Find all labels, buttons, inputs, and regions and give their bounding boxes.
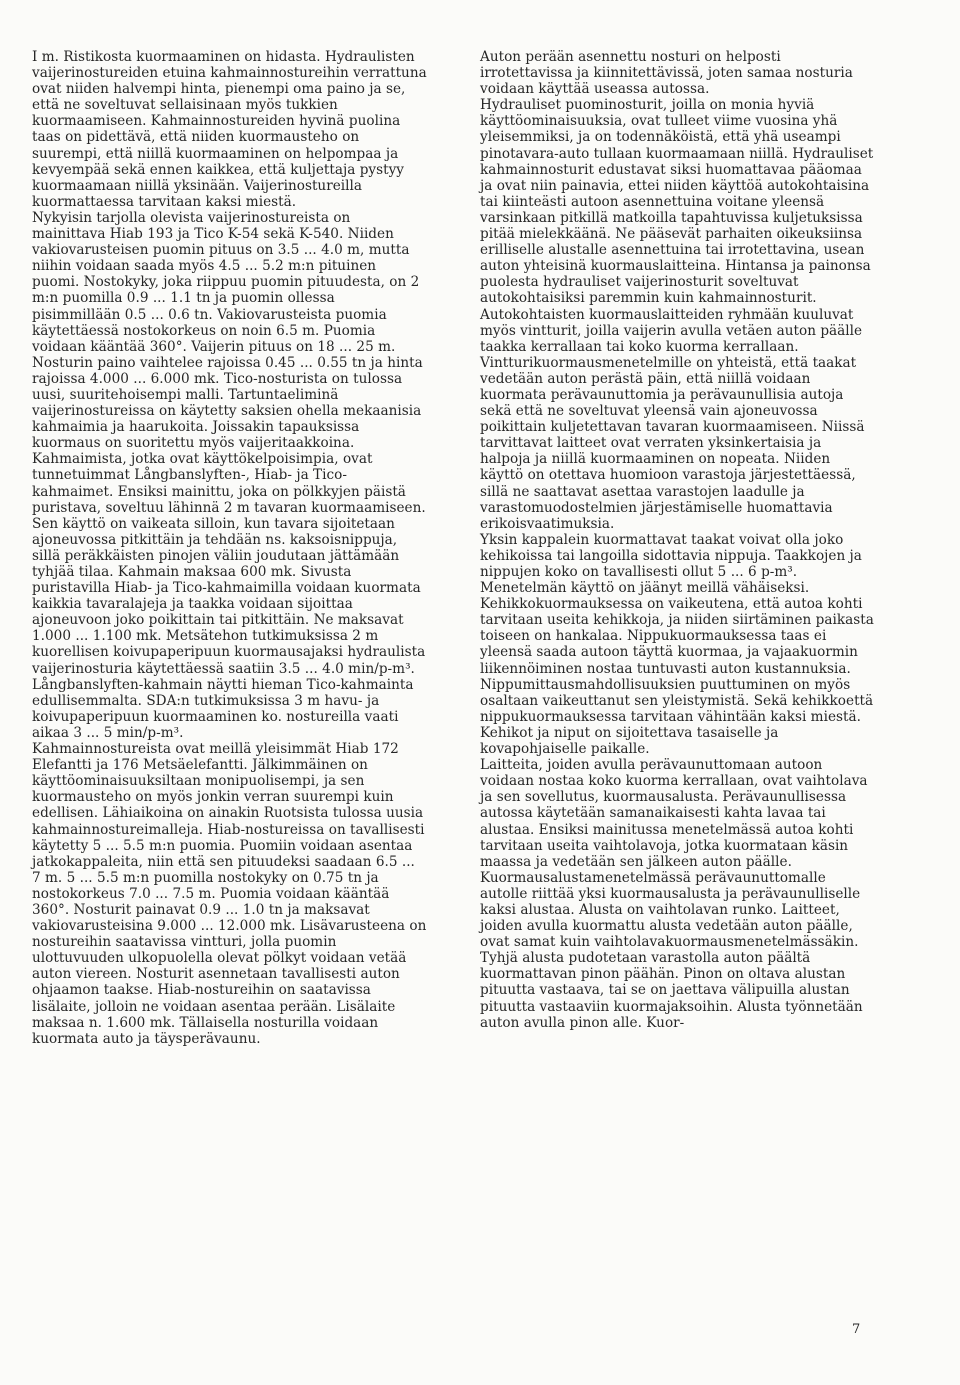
left-paragraph-3: Kahmainnostureista ovat meillä yleisimmät Hiab 172 Elefantti ja 176 Metsäelefantti. Jälkimmäinen on käyttöominaisuuksiltaan monipuolisempi, ja sen kuormausteho on myös jonkin verran suurempi kuin edellisen. Lähiaikoina on ainakin Ruotsista tulossa uusia kahmainnostureimalleja. Hiab-nostureissa on tavallisesti käytetty 5 ... 5.5 m:n puomia. Puomiin voidaan asentaa jatkokappaleita, niin että sen pituudeksi saadaan 6.5 ... 7 m. 5 ... 5.5 m:n puomilla nostokyky on 0.75 tn ja nostokorkeus 7.0 ... 7.5 m. Puomia voidaan kääntää 360°. Nosturit painavat 0.9 ... 1.0 tn ja maksavat vakiovarusteisina 9.000 ... 12.000 mk. Lisävarusteena on nostureihin saatavissa vintturi, jolla puomin ulottuvuuden ulkopuolella olevat pölkyt voidaan vetää auton viereen. Nosturit asennetaan tavallisesti auton ohjaamon taakse. Hiab-nostureihin on saatavissa lisälaite, jolloin ne voidaan asentaa perään. Lisälaite maksaa n. 1.600 mk. Tällaisella nosturilla voidaan kuormata auto ja täysperävaunu. (32, 741, 427, 1047)
right-paragraph-2: Hydrauliset puominosturit, joilla on monia hyviä käyttöominaisuuksia, ovat tulleet viime vuosina yhä yleisemmiksi, ja on todennäköistä, että yhä useampi pinotavara-auto tullaan kuormaamaan niillä. Hydrauliset kahmainnosturit edustavat siksi huomattavaa pääomaa ja ovat niin painavia, ettei niiden käyttöä autokohtaisina tai kiinteästi autoon asennettuina voitane yleensä varsinkaan pitkillä matkoilla tapahtuvissa kuljetuksissa pitää mielekkäänä. Ne pääsevät parhaiten oikeuksiinsa erilliselle alustalle asennettuina tai irrotettavina, usean auton yhteisinä kuormauslaitteina. Hintansa ja painonsa puolesta hydrauliset vaijerinosturit soveltuvat autokohtaisiksi paremmin kuin kahmainnosturit. (480, 97, 874, 307)
page-number: 7 (852, 1322, 861, 1337)
right-paragraph-5: Laitteita, joiden avulla perävaunuttomaan autoon voidaan nostaa koko kuorma kerrallaan, ovat vaihtolava ja sen sovellutus, kuormausalusta. Perävaunullisessa autossa käytetään samanaikaisesti kahta lavaa tai alustaa. Ensiksi mainitussa menetelmässä autoa kohti tarvitaan useita vaihtolavoja, jotka kuormataan käsin maassa ja vedetään sen jälkeen auton päälle. Kuormausalustamenetelmässä perävaunuttomalle autolle riittää yksi kuormausalusta ja perävaunulliselle kaksi alustaa. Alusta on vaihtolavan runko. Laitteet, joiden avulla kuormattu alusta vedetään auton päälle, ovat samat kuin vaihtolavakuormausmenetelmässäkin. Tyhjä alusta pudotetaan varastolla auton päältä kuormattavan pinon päähän. Pinon on oltava alustan pituutta vastaava, tai se on jaettava välipuilla alustan pituutta vastaaviin kuormajaksoihin. Alusta työnnetään auton avulla pinon alle. Kuor- (480, 757, 868, 1031)
right-column (480, 49, 875, 1031)
left-column (32, 49, 427, 1047)
right-paragraph-1: Auton perään asennettu nosturi on helposti irrotettavissa ja kiinnitettävissä, joten samaa nosturia voidaan käyttää useassa autossa. (480, 49, 853, 98)
right-paragraph-4: Yksin kappalein kuormattavat taakat voivat olla joko kehikoissa tai langoilla sidottavia nippuja. Taakkojen ja nippujen koko on tavallisesti ollut 5 ... 6 p-m³. Menetelmän käyttö on jäänyt meillä vähäiseksi. Kehikkokuormauksessa on vaikeutena, että autoa kohti tarvitaan useita kehikkoja, ja niiden siirtäminen paikasta toiseen on hankalaa. Nippukuormauksessa taas ei yleensä saada autoon täyttä kuormaa, ja vajaakuormin liikennöiminen nostaa tuntuvasti auton kustannuksia. Nippumittausmahdollisuuksien puuttuminen on myös osaltaan vaikeuttanut sen yleistymistä. Sekä kehikkoettä nippukuormauksessa tarvitaan vähintään kaksi miestä. Kehikot ja niput on sijoitettava tasaiselle ja kovapohjaiselle paikalle. (480, 531, 874, 758)
left-paragraph-1: I m. Ristikosta kuormaaminen on hidasta. Hydraulisten vaijerinostureiden etuina kahmainnostureihin verrattuna ovat niiden halvempi hinta, pienempi oma paino ja se, että ne soveltuvat sellaisinaan myös tukkien kuormaamiseen. Kahmainnostureiden hyvinä puolina taas on pidettävä, että niiden kuormausteho on suurempi, että niillä kuormaaminen on helpompaa ja kevyempää sekä ennen kaikkea, että kuljettaja pystyy kuormaamaan niillä yksinään. Vaijerinostureilla kuormattaessa tarvitaan kaksi miestä. (32, 49, 427, 210)
right-paragraph-3: Autokohtaisten kuormauslaitteiden ryhmään kuuluvat myös vintturit, joilla vaijerin avulla vetäen auton päälle taakka kerrallaan tai koko kuorma kerrallaan. Vintturikuormausmenetelmille on yhteistä, että taakat vedetään auton perästä päin, että niillä voidaan kuormata perävaunuttomia ja perävaunullisia autoja sekä että ne soveltuvat yleensä vain ajoneuvossa poikittain kuljetettavan tavaran kuormaamiseen. Niissä tarvittavat laitteet ovat verraten yksinkertaisia ja halpoja ja niillä kuormaaminen on nopeata. Niiden käyttö on otettava huomioon varastoja järjestettäessä, sillä ne saattavat asettaa varastojen laadulle ja varastomuodostelmien järjestämiselle huomattavia erikoisvaatimuksia. (480, 306, 865, 532)
left-paragraph-2: Nykyisin tarjolla olevista vaijerinostureista on mainittava Hiab 193 ja Tico K-54 sekä K-540. Niiden vakiovarusteisen puomin pituus on 3.5 ... 4.0 m, mutta niihin voidaan saada myös 4.5 ... 5.2 m:n pituinen puomi. Nostokyky, joka riippuu puomin pituudesta, on 2 m:n puomilla 0.9 ... 1.1 tn ja puomin ollessa pisimmillään 0.5 ... 0.6 tn. Vakiovarusteista puomia käytettäessä nostokorkeus on noin 6.5 m. Puomia voidaan kääntää 360°. Vaijerin pituus on 18 ... 25 m. Nosturin paino vaihtelee rajoissa 0.45 ... 0.55 tn ja hinta rajoissa 4.000 ... 6.000 mk. Tico-nosturista on tulossa uusi, suuritehoisempi malli. Tartuntaeliminä vaijerinostureissa on käytetty saksien ohella mekaanisia kahmaimia ja haarukoita. Joissakin tapauksissa kuormaus on suoritettu myös vaijeritaakkoina. Kahmaimista, jotka ovat käyttökelpoisimpia, ovat tunnetuimmat Långbanslyften-, Hiab- ja Tico-kahmaimet. Ensiksi mainittu, joka on pölkkyjen päistä puristava, soveltuu lähinnä 2 m tavaran kuormaamiseen. Sen käyttö on vaikeata silloin, kun tavara sijoitetaan ajoneuvossa pitkittäin ja tehdään ns. kaksoisnippuja, sillä peräkkäisten pinojen väliin joudutaan jättämään tyhjää tilaa. Kahmain maksaa 600 mk. Sivusta puristavilla Hiab- ja Tico-kahmaimilla voidaan kuormata kaikkia tavaralajeja ja taakka voidaan sijoittaa ajoneuvoon joko poikittain tai pitkittäin. Ne maksavat 1.000 ... 1.100 mk. Metsätehon tutkimuksissa 2 m kuorellisen koivupaperipuun kuormausajaksi hydraulista vaijerinosturia käytettäessä saatiin 3.5 ... 4.0 min/p-m³. Långbanslyften-kahmain näytti hieman Tico-kahmainta edullisemmalta. SDA:n tutkimuksissa 3 m havu- ja koivupaperipuun kuormaaminen ko. nostureilla vaati aikaa 3 ... 5 min/p-m³. (32, 209, 426, 741)
